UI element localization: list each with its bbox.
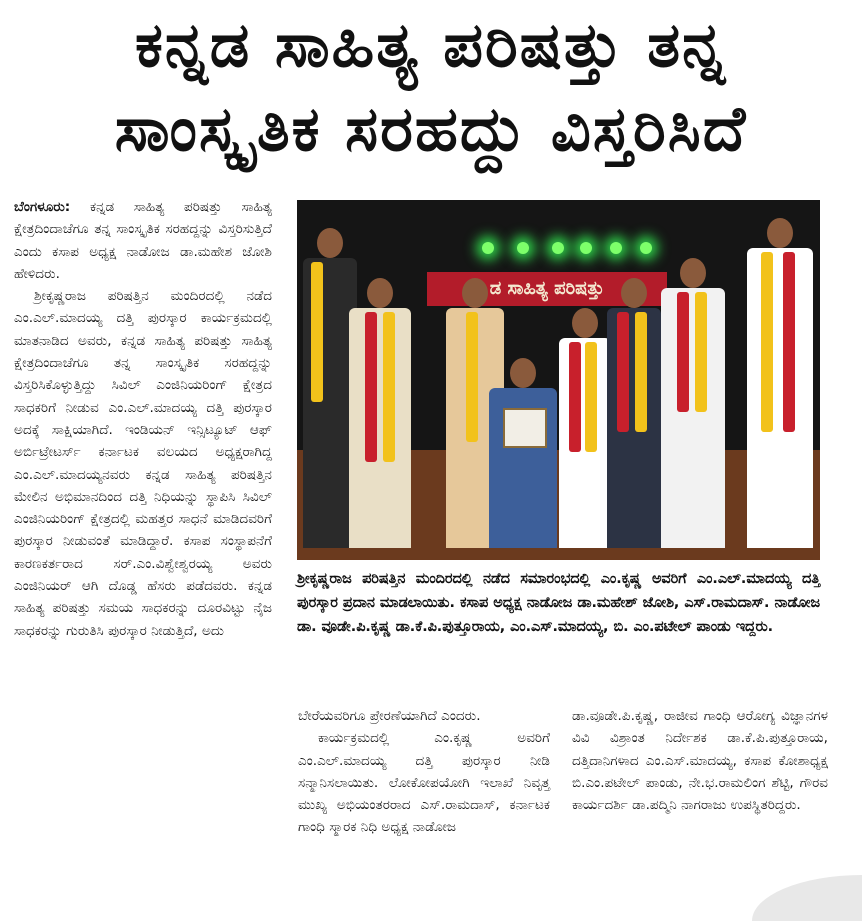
article-paragraph-1 [14,196,272,285]
article-lead-text: ಕನ್ನಡ ಸಾಹಿತ್ಯ ಪರಿಷತ್ತು ಸಾಹಿತ್ಯ ಕ್ಷೇತ್ರದಿಂದಾಚೆಗೂ ತನ್ನ ಸಾಂಸ್ಕೃತಿಕ ಸರಹದ್ದನ್ನು ವಿಸ್ತರಿಸುತ್ತಿದೆ ಎಂದು ಕಸಾಪ ಅಧ್ಯಕ್ಷ ನಾಡೋಜ ಡಾ.ಮಹೇಶ ಜೋಶಿ ಹೇಳಿದರು. [14,199,272,282]
article-paragraph-4: ಕಾರ್ಯಕ್ರಮದಲ್ಲಿ ಎಂ.ಕೃಷ್ಣ ಅವರಿಗೆ ಎಂ.ಎಲ್.ಮಾದಯ್ಯ ದತ್ತಿ ಪುರಸ್ಕಾರ ನೀಡಿ ಸನ್ಮಾನಿಸಲಾಯಿತು. ಲೋಕೋಪಯೋಗಿ ಇಲಾಖೆ ನಿವೃತ್ತ ಮುಖ್ಯ ಅಭಿಯಂತರರಾದ ಎಸ್.ರಾಮದಾಸ್, ಕರ್ನಾಟಕ ಗಾಂಧಿ ಸ್ಮಾರಕ ನಿಧಿ ಅಧ್ಯಕ್ಷ ನಾಡೋಜ [298,730,550,836]
article-column-left [14,196,272,642]
headline-line-2: ಸಾಂಸ್ಕೃತಿಕ ಸರಹದ್ದು ವಿಸ್ತರಿಸಿದೆ [114,92,748,165]
person-guest [603,278,665,548]
stage-light [482,242,494,254]
article-paragraph-3: ಬೇರೆಯವರಿಗೂ ಪ್ರೇರಣೆಯಾಗಿದೆ ಎಂದರು. [298,708,481,724]
event-photo [297,200,820,560]
stage-banner: ಡ ಸಾಹಿತ್ಯ ಪರಿಷತ್ತು [427,272,667,306]
stage-light [517,242,529,254]
stage-light [610,242,622,254]
person-speaker [345,278,415,548]
article-paragraph-2: ಶ್ರೀಕೃಷ್ಣರಾಜ ಪರಿಷತ್ತಿನ ಮಂದಿರದಲ್ಲಿ ನಡೆದ ಎಂ.ಎಲ್.ಮಾದಯ್ಯ ದತ್ತಿ ಪುರಸ್ಕಾರ ಕಾರ್ಯಕ್ರಮದಲ್ಲಿ ಮಾತನಾಡಿದ ಅವರು, ಕನ್ನಡ ಸಾಹಿತ್ಯ ಪರಿಷತ್ತು ಸಾಹಿತ್ಯ ಕ್ಷೇತ್ರದಿಂದಾಚೆಗೂ ತನ್ನ ಸಾಂಸ್ಕೃತಿಕ ಸರಹದ್ದನ್ನು ವಿಸ್ತರಿಸಿಕೊಳ್ಳುತ್ತಿದ್ದು ಸಿವಿಲ್ ಎಂಜಿನಿಯರಿಂಗ್ ಕ್ಷೇತ್ರದ ಸಾಧಕರಿಗೆ ನೀಡುವ ಎಂ.ಎಲ್.ಮಾದಯ್ಯ ದತ್ತಿ ಪುರಸ್ಕಾರ ಅದಕ್ಕೆ ಸಾಕ್ಷಿಯಾಗಿದೆ. ಇಂಡಿಯನ್ ಇನ್ಸಿಟ್ಯೂಟ್ ಆಫ್ ಅರ್ಬಿಟ್ರೇಟರ್ಸ್ ಕರ್ನಾಟಕ ವಲಯದ ಅಧ್ಯಕ್ಷರಾಗಿದ್ದ ಎಂ.ಎಲ್.ಮಾದಯ್ಯನವರು ಕನ್ನಡ ಸಾಹಿತ್ಯ ಪರಿಷತ್ತಿನ ಮೇಲಿನ ಅಭಿಮಾನದಿಂದ ದತ್ತಿ ನಿಧಿಯನ್ನು ಸ್ಥಾಪಿಸಿ ಸಿವಿಲ್ ಎಂಜಿನಿಯರಿಂಗ್ ಕ್ಷೇತ್ರದಲ್ಲಿ ಮಹತ್ತರ ಸಾಧನೆ ಮಾಡಿದವರಿಗೆ ಪುರಸ್ಕಾರ ನೀಡುವಂತೆ ಮಾಡಿದ್ದಾರೆ. ಕಸಾಪ ಸಂಸ್ಥಾಪನೆಗೆ ಕಾರಣಕರ್ತರಾದ ಸರ್.ಎಂ.ವಿಶ್ವೇಶ್ವರಯ್ಯ ಅವರು ಎಂಜಿನಿಯರ್ ಆಗಿ ದೊಡ್ಡ ಹೆಸರು ಪಡೆದವರು. ಕನ್ನಡ ಸಾಹಿತ್ಯ ಪರಿಷತ್ತು ಸಮಯ ಸಾಧಕರನ್ನು ದೂರವಿಟ್ಟು ನೈಜ ಸಾಧಕರನ್ನು ಗುರುತಿಸಿ ಪುರಸ್ಕಾರ ನೀಡುತ್ತಿದೆ, ಅದು [14,288,272,639]
article-paragraph-5: ಡಾ.ವೂಡೇ.ಪಿ.ಕೃಷ್ಣ, ರಾಜೀವ ಗಾಂಧಿ ಆರೋಗ್ಯ ವಿಜ್ಞಾನಗಳ ವಿವಿ ವಿಶ್ರಾಂತ ನಿರ್ದೇಶಕ ಡಾ.ಕೆ.ಪಿ.ಪುತ್ತೂರಾಯ, ದತ್ತಿದಾನಿಗಳಾದ ಎಂ.ಎಸ್.ಮಾದಯ್ಯ, ಕಸಾಪ ಕೋಶಾಧ್ಯಕ್ಷ ಬಿ.ಎಂ.ಪಟೇಲ್ ಪಾಂಡು, ನೇ.ಭ.ರಾಮಲಿಂಗ ಶೆಟ್ಟಿ, ಗೌರವ ಕಾರ್ಯದರ್ಶಿ ಡಾ.ಪದ್ಮಿನಿ ನಾಗರಾಜು ಉಪಸ್ಥಿತರಿದ್ದರು. [572,708,828,814]
article-column-right [572,705,828,816]
stage-light [552,242,564,254]
person-awardee [483,358,563,548]
headline-line-1: ಕನ್ನಡ ಸಾಹಿತ್ಯ ಪರಿಷತ್ತು ತನ್ನ [135,8,727,81]
person-guest [743,218,817,548]
photo-caption: ಶ್ರೀಕೃಷ್ಣರಾಜ ಪರಿಷತ್ತಿನ ಮಂದಿರದಲ್ಲಿ ನಡೆದ ಸಮಾರಂಭದಲ್ಲಿ ಎಂ.ಕೃಷ್ಣ ಅವರಿಗೆ ಎಂ.ಎಲ್.ಮಾದಯ್ಯ ದತ್ತಿ ಪುರಸ್ಕಾರ ಪ್ರದಾನ ಮಾಡಲಾಯಿತು. ಕಸಾಪ ಅಧ್ಯಕ್ಷ ನಾಡೋಜ ಡಾ.ಮಹೇಶ್ ಜೋಶಿ, ಎಸ್.ರಾಮದಾಸ್. ನಾಡೋಜ ಡಾ. ವೂಡೇ.ಪಿ.ಕೃಷ್ಣ ಡಾ.ಕೆ.ಪಿ.ಪುತ್ತೂರಾಯ, ಎಂ.ಎಸ್.ಮಾದಯ್ಯ, ಬಿ. ಎಂ.ಪಟೇಲ್ ಪಾಂಡು ಇದ್ದರು. [297,571,820,635]
stage-light [640,242,652,254]
person-guest [657,258,729,548]
headline [0,0,862,190]
stage-light [580,242,592,254]
article-column-middle [298,705,550,839]
page-corner-shading [752,875,862,921]
dateline: ಬೆಂಗಳೂರು: [14,199,71,215]
